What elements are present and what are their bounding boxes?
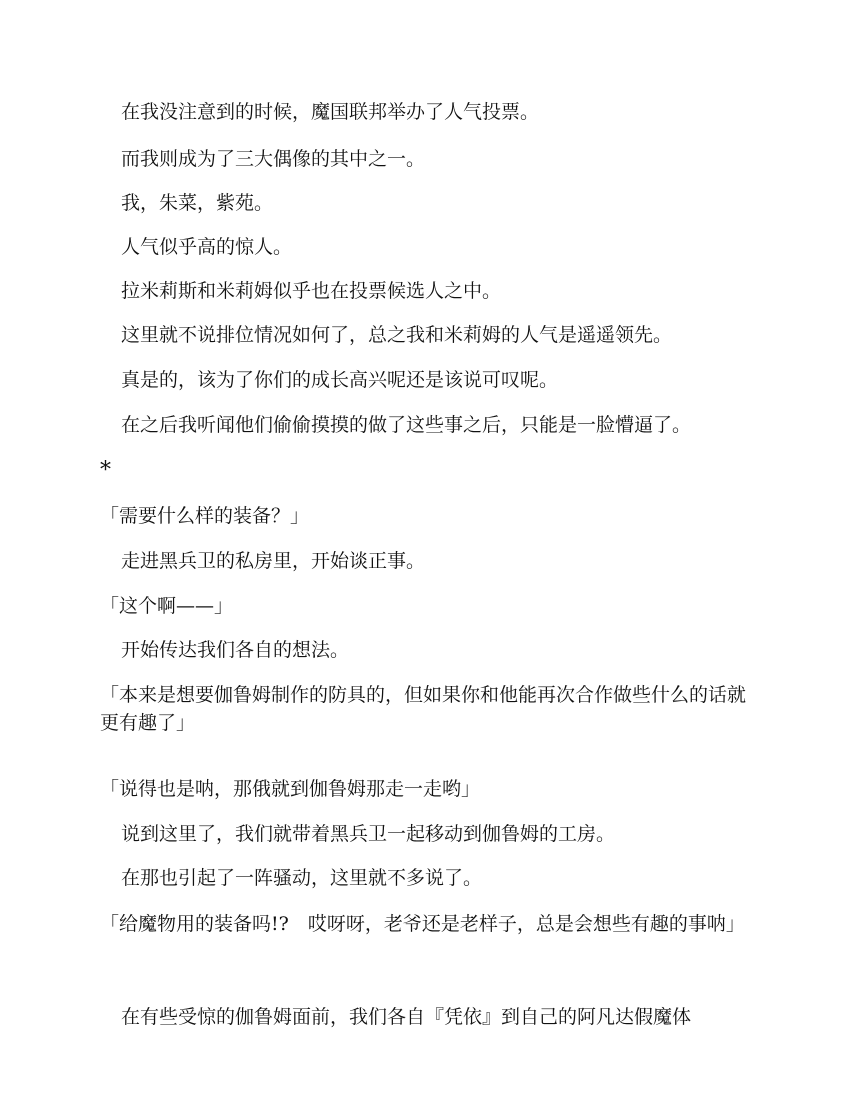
paragraph: 在我没注意到的时候，魔国联邦举办了人气投票。 — [121, 101, 540, 123]
dialogue-line: 「给魔物用的装备吗!? 哎呀呀，老爷还是老样子，总是会想些有趣的事呐」 — [100, 913, 745, 935]
dialogue-line: 「需要什么样的装备？」 — [100, 505, 310, 527]
paragraph: 人气似乎高的惊人。 — [121, 236, 293, 258]
paragraph: 在之后我听闻他们偷偷摸摸的做了这些事之后，只能是一脸懵逼了。 — [121, 414, 692, 436]
dialogue-line: 「这个啊——」 — [100, 595, 234, 617]
scene-separator: * — [100, 458, 111, 483]
dialogue-line: 「本来是想要伽鲁姆制作的防具的，但如果你和他能再次合作做些什么的话就更有趣了」 — [100, 684, 747, 734]
paragraph: 这里就不说排位情况如何了，总之我和米莉姆的人气是遥遥领先。 — [121, 324, 673, 346]
dialogue-line: 「说得也是呐，那俄就到伽鲁姆那走一走哟」 — [100, 778, 481, 800]
paragraph: 开始传达我们各自的想法。 — [121, 639, 350, 661]
paragraph: 我，朱菜，紫苑。 — [121, 192, 274, 214]
paragraph: 真是的，该为了你们的成长高兴呢还是该说可叹呢。 — [121, 369, 559, 391]
paragraph: 说到这里了，我们就带着黑兵卫一起移动到伽鲁姆的工房。 — [121, 823, 616, 845]
paragraph: 在有些受惊的伽鲁姆面前，我们各自『凭依』到自己的阿凡达假魔体 — [121, 1006, 692, 1028]
paragraph: 拉米莉斯和米莉姆似乎也在投票候选人之中。 — [121, 280, 502, 302]
paragraph: 在那也引起了一阵骚动，这里就不多说了。 — [121, 867, 483, 889]
paragraph: 走进黑兵卫的私房里，开始谈正事。 — [121, 550, 426, 572]
paragraph: 而我则成为了三大偶像的其中之一。 — [121, 148, 426, 170]
